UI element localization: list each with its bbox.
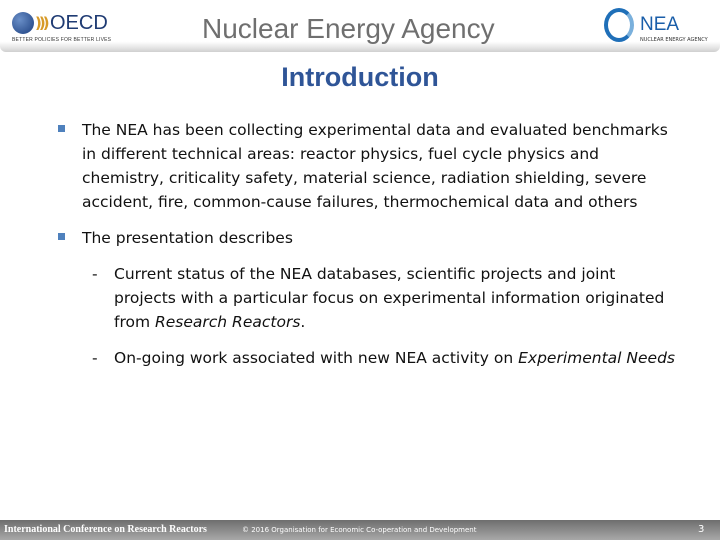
nea-tagline: NUCLEAR ENERGY AGENCY <box>640 37 708 43</box>
bullet-item <box>58 118 678 214</box>
copyright: © 2016 Organisation for Economic Co-operation and Development <box>242 526 477 534</box>
slide-content <box>58 118 678 382</box>
emphasis: Experimental Needs <box>518 349 675 367</box>
oecd-name: OECD <box>50 12 108 34</box>
sub-bullet-text: On-going work associated with new NEA activity on <box>114 349 519 367</box>
sub-bullet-item <box>58 262 678 334</box>
globe-icon <box>12 12 34 34</box>
sub-bullet-item <box>58 346 678 370</box>
page-number: 3 <box>698 524 705 535</box>
oecd-tagline: BETTER POLICIES FOR BETTER LIVES <box>12 37 112 43</box>
slide-title: Introduction <box>281 62 439 92</box>
conference-name: International Conference on Research Reactors <box>4 524 207 535</box>
header-bar <box>0 0 720 52</box>
bullet-text: The presentation describes <box>82 229 293 247</box>
footer-bar <box>0 520 720 540</box>
emphasis: Research Reactors <box>155 313 301 331</box>
bullet-text: The NEA has been collecting experimental data and evaluated benchmarks in different technical areas: reactor physics, fuel cycle physics and chemistry, criticality safety, material science, radiation shielding, severe accident, fire, common-cause failures, thermochemical data and others <box>82 121 668 211</box>
square-bullet-icon <box>58 233 65 240</box>
nea-atom-icon <box>604 8 634 42</box>
arcs-icon: ))) <box>35 14 47 32</box>
dash-icon: - <box>92 265 98 283</box>
agency-title: Nuclear Energy Agency <box>202 13 495 44</box>
dash-icon: - <box>92 349 98 367</box>
square-bullet-icon <box>58 125 65 132</box>
sub-bullet-text: Current status of the NEA databases, scientific projects and joint projects with a particular focus on experimental information originated from <box>114 265 665 331</box>
punctuation: . <box>300 313 306 331</box>
bullet-item <box>58 226 678 250</box>
nea-name: NEA <box>640 14 680 35</box>
